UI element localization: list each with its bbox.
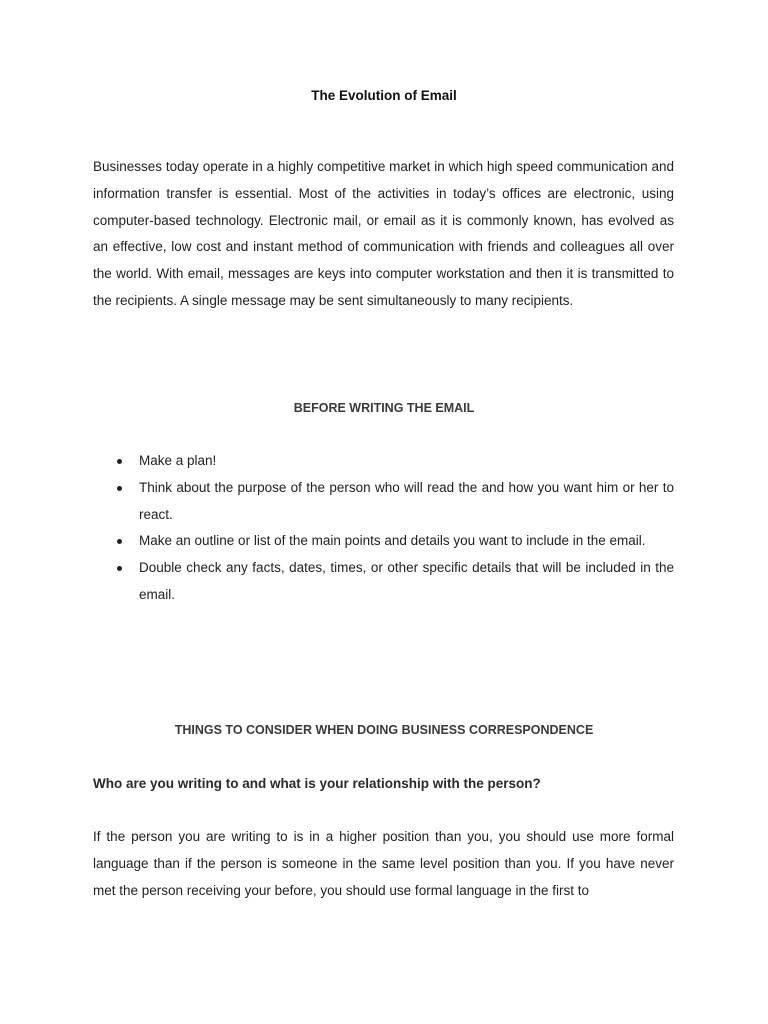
list-item-text: Think about the purpose of the person who will read the and how you want him or her to react. bbox=[139, 479, 674, 522]
list-item-text: Make a plan! bbox=[139, 453, 217, 468]
bullet-icon bbox=[117, 539, 122, 544]
list-item bbox=[93, 448, 674, 475]
intro-paragraph: Businesses today operate in a highly competitive market in which high speed communication and information transfer is essential. Most of the activities in today’s offices are electronic, using computer-based technology. Electronic mail, or email as it is commonly known, has evolved as an effective, low cost and instant method of communication with friends and colleagues all over the world. With email, messages are keys into computer workstation and then it is transmitted to the recipients. A single message may be sent simultaneously to many recipients. bbox=[93, 159, 674, 308]
list-item-text: Double check any facts, dates, times, or other specific details that will be included in the email. bbox=[139, 560, 674, 602]
list-item bbox=[93, 555, 674, 609]
bullet-list bbox=[93, 448, 674, 609]
bullet-icon bbox=[117, 459, 122, 464]
section-heading-before-writing: BEFORE WRITING THE EMAIL bbox=[293, 401, 475, 415]
section-heading-things-to-consider: THINGS TO CONSIDER WHEN DOING BUSINESS CORRESPONDENCE bbox=[174, 723, 594, 737]
section-question: Who are you writing to and what is your relationship with the person? bbox=[93, 776, 541, 791]
bullet-icon bbox=[117, 486, 122, 491]
list-item bbox=[93, 475, 674, 529]
bullet-icon bbox=[117, 566, 122, 571]
body-paragraph: If the person you are writing to is in a higher position than you, you should use more formal language than if the person is someone in the same level position than you. If you have never met the person receiving your before, you should use formal language in the first to bbox=[93, 829, 674, 898]
document-title: The Evolution of Email bbox=[311, 88, 457, 103]
list-item bbox=[93, 528, 674, 555]
list-item-text: Make an outline or list of the main points and details you want to include in the email. bbox=[139, 533, 646, 549]
